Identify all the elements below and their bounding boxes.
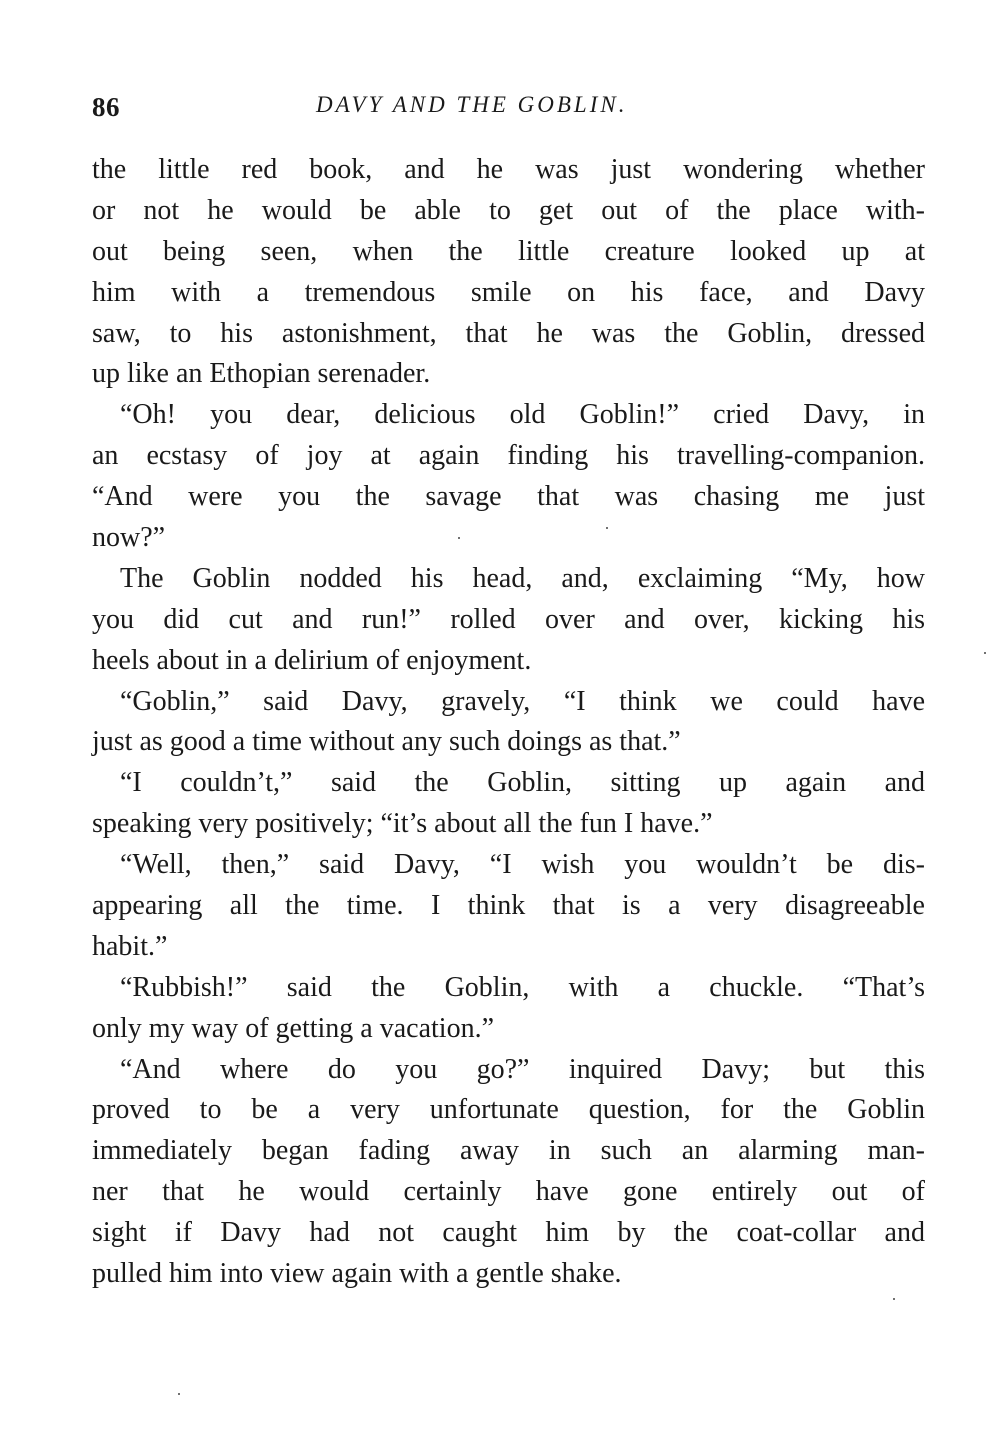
- text-line: pulled him into view again with a gentle shake.: [92, 1258, 622, 1290]
- text-line: an ecstasy of joy at again finding his travelling-companion.: [92, 440, 925, 472]
- text-line: just as good a time without any such doings as that.”: [92, 726, 681, 758]
- text-line: immediately began fading away in such an alarming man-: [92, 1135, 925, 1167]
- text-line: “Well, then,” said Davy, “I wish you wouldn’t be dis-: [120, 849, 925, 881]
- text-line: “Rubbish!” said the Goblin, with a chuckle. “That’s: [120, 971, 925, 1003]
- text-line: speaking very positively; “it’s about all the fun I have.”: [92, 808, 713, 840]
- text-line: ner that he would certainly have gone entirely out of: [92, 1176, 925, 1208]
- text-line: saw, to his astonishment, that he was the Goblin, dressed: [92, 317, 925, 349]
- scan-speck: [178, 1393, 180, 1395]
- scan-speck: [458, 537, 460, 539]
- running-title: DAVY AND THE GOBLIN.: [316, 92, 628, 117]
- page-number: 86: [92, 92, 120, 122]
- text-line: or not he would be able to get out of the place with-: [92, 194, 925, 226]
- text-line: appearing all the time. I think that is a very disagreeable: [92, 890, 925, 922]
- body-text: [92, 150, 925, 1295]
- scan-speck: [893, 1298, 895, 1300]
- text-line: proved to be a very unfortunate question, for the Goblin: [92, 1094, 925, 1126]
- text-line: out being seen, when the little creature looked up at: [92, 235, 925, 267]
- text-line: “And where do you go?” inquired Davy; but this: [120, 1053, 925, 1085]
- text-line: up like an Ethopian serenader.: [92, 358, 431, 390]
- text-line: heels about in a delirium of enjoyment.: [92, 644, 532, 676]
- scan-speck: [606, 527, 608, 529]
- text-line: “Oh! you dear, delicious old Goblin!” cried Davy, in: [120, 399, 925, 431]
- text-line: sight if Davy had not caught him by the coat-collar and: [92, 1217, 925, 1249]
- text-line: “Goblin,” said Davy, gravely, “I think we could have: [120, 685, 925, 717]
- scan-speck: [984, 652, 986, 654]
- text-line: “And were you the savage that was chasing me just: [92, 481, 925, 513]
- text-line: “I couldn’t,” said the Goblin, sitting up again and: [120, 767, 925, 799]
- text-line: only my way of getting a vacation.”: [92, 1012, 494, 1044]
- text-line: him with a tremendous smile on his face, and Davy: [92, 276, 925, 308]
- text-line: habit.”: [92, 930, 168, 962]
- text-line: The Goblin nodded his head, and, exclaiming “My, how: [120, 562, 925, 594]
- text-line: the little red book, and he was just wondering whether: [92, 154, 925, 185]
- text-line: now?”: [92, 522, 166, 554]
- text-line: you did cut and run!” rolled over and over, kicking his: [92, 603, 925, 635]
